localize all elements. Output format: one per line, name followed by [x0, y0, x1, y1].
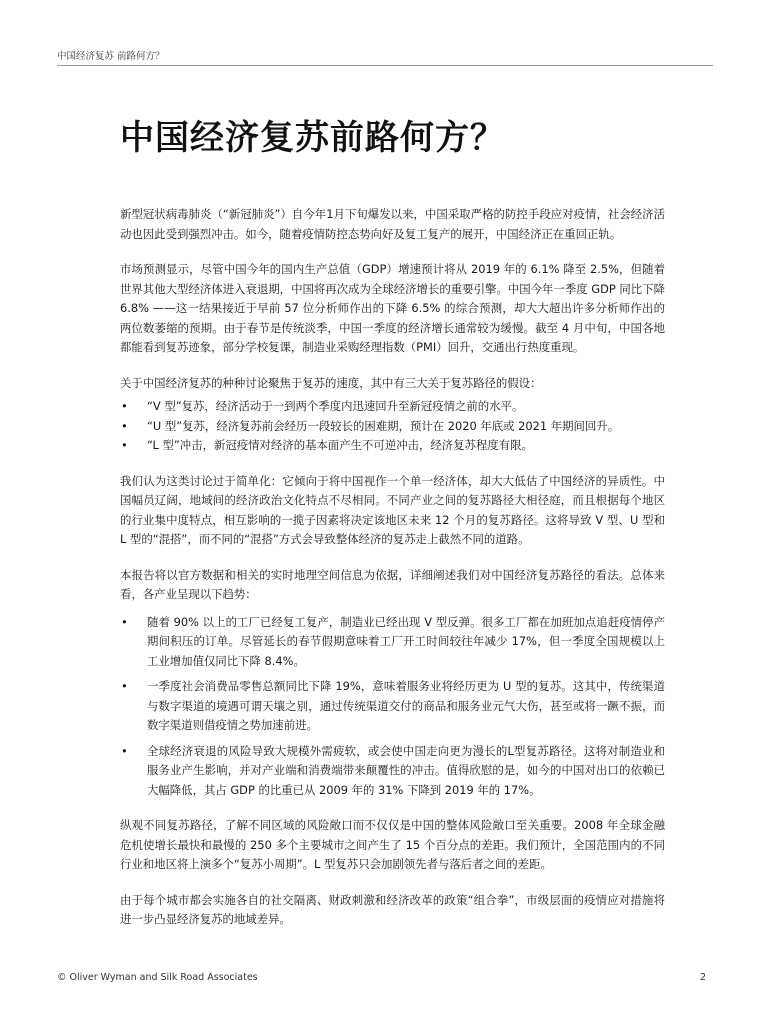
footer-copyright: © Oliver Wyman and Silk Road Associates [57, 972, 258, 983]
list-item-text: 随着 90% 以上的工厂已经复工复产，制造业已经出现 V 型反弹。很多工厂都在加班加点追赶疫情停产期间积压的订单。尽管延长的春节假期意味着工厂开工时间较往年减少 17%，但一季度全国规模以上工业增加值仅同比下降 8.4%。 [147, 614, 665, 668]
paragraph-forecast: 市场预测显示，尽管中国今年的国内生产总值（GDP）增速预计将从 2019 年的 6.1% 降至 2.5%，但随着世界其他大型经济体进入衰退期，中国将再次成为全球经济增长的重要引擎。中国今年一季度 GDP 同比下降 6.8% ——这一结果接近于早前 57 位分析师作出的下降 6.5% 的综合预测，却大大超出许多分析师作出的两位数萎缩的预期。由于春节是传统淡季，中国一季度的经济增长通常较为缓慢。截至 4 月中旬，中国各地都能看到复苏迹象，部分学校复课，制造业采购经理指数（PMI）回升，交通出行热度重现。 [120, 262, 665, 354]
bullet-icon: • [121, 743, 128, 758]
list-item-text: “U 型”复苏，经济复苏前会经历一段较长的困难期，预计在 2020 年底或 2021 年期间回升。 [147, 418, 620, 433]
bullet-icon: • [121, 418, 128, 433]
list-item [120, 742, 665, 801]
list-item-text: 全球经济衰退的风险导致大规模外需疲软，或会使中国走向更为漫长的L型复苏路径。这将对制造业和服务业产生影响，并对产业端和消费端带来颠覆性的冲击。值得欣慰的是，如今的中国对出口的依赖已大幅降低，其占 GDP 的比重已从 2009 年的 31% 下降到 2019 年的 17%。 [147, 743, 665, 797]
body-content [120, 205, 665, 946]
paragraph-trends-intro: 本报告将以官方数据和相关的实时地理空间信息为依据，详细阐述我们对中国经济复苏路径的看法。总体来看，各产业呈现以下趋势： [120, 567, 665, 601]
scenario-list [120, 397, 665, 456]
list-item [120, 397, 665, 417]
page-title: 中国经济复苏前路何方？ [120, 118, 505, 158]
bullet-icon: • [121, 614, 128, 629]
paragraph-scenarios-intro: 关于中国经济复苏的种种讨论聚焦于复苏的速度，其中有三大关于复苏路径的假设： [120, 375, 542, 390]
list-item [120, 417, 665, 437]
paragraph-regional-risk: 纵观不同复苏路径，了解不同区域的风险敞口而不仅仅是中国的整体风险敞口至关重要。2008 年全球金融危机使增长最快和最慢的 250 多个主要城市之间产生了 15 个百分点的差距。我们预计，全国范围内的不同行业和地区将上演多个“复苏小周期”。L 型复苏只会加剧领先者与落后者之间的差距。 [120, 818, 665, 871]
paragraph-city-policy: 由于每个城市都会实施各自的社交隔离、财政刺激和经济改革的政策“组合拳”，市级层面的疫情应对措施将进一步凸显经济复苏的地域差异。 [120, 892, 665, 926]
list-item [120, 436, 665, 456]
bullet-icon: • [121, 438, 128, 452]
list-item [120, 613, 665, 672]
running-header: 中国经济复苏 前路何方？ [57, 51, 165, 62]
bullet-icon: • [121, 679, 128, 693]
paragraph-heterogeneity: 我们认为这类讨论过于简单化：它倾向于将中国视作一个单一经济体，却大大低估了中国经济的异质性。中国幅员辽阔，地域间的经济政治文化特点不尽相同。不同产业之间的复苏路径大相径庭，而且根据每个地区的行业集中度特点，相互影响的一揽子因素将决定该地区未来 12 个月的复苏路径。这将导致 V 型、U 型和 L 型的“混搭”，而不同的“混搭”方式会导致整体经济的复苏走上截然不同的道路。 [120, 473, 665, 546]
list-item-text: “L 型”冲击，新冠疫情对经济的基本面产生不可逆冲击，经济复苏程度有限。 [147, 438, 533, 452]
list-item-text: 一季度社会消费品零售总额同比下降 19%，意味着服务业将经历更为 U 型的复苏。这其中，传统渠道与数字渠道的境遇可谓天壤之别，通过传统渠道交付的商品和服务业元气大伤，甚至或将一蹶不振，而数字渠道则借疫情之势加速前进。 [147, 679, 665, 732]
paragraph-intro: 新型冠状病毒肺炎（“新冠肺炎”）自今年1月下旬爆发以来，中国采取严格的防控手段应对疫情，社会经济活动也因此受到强烈冲击。如今，随着疫情防控态势向好及复工复产的展开，中国经济正在重回正轨。 [120, 207, 665, 241]
bullet-icon: • [121, 399, 128, 413]
list-item-text: “V 型”复苏，经济活动于一到两个季度内迅速回升至新冠疫情之前的水平。 [147, 399, 524, 413]
list-item [120, 677, 665, 736]
trend-list [120, 613, 665, 801]
page-number: 2 [699, 972, 706, 983]
header-divider [57, 65, 713, 66]
